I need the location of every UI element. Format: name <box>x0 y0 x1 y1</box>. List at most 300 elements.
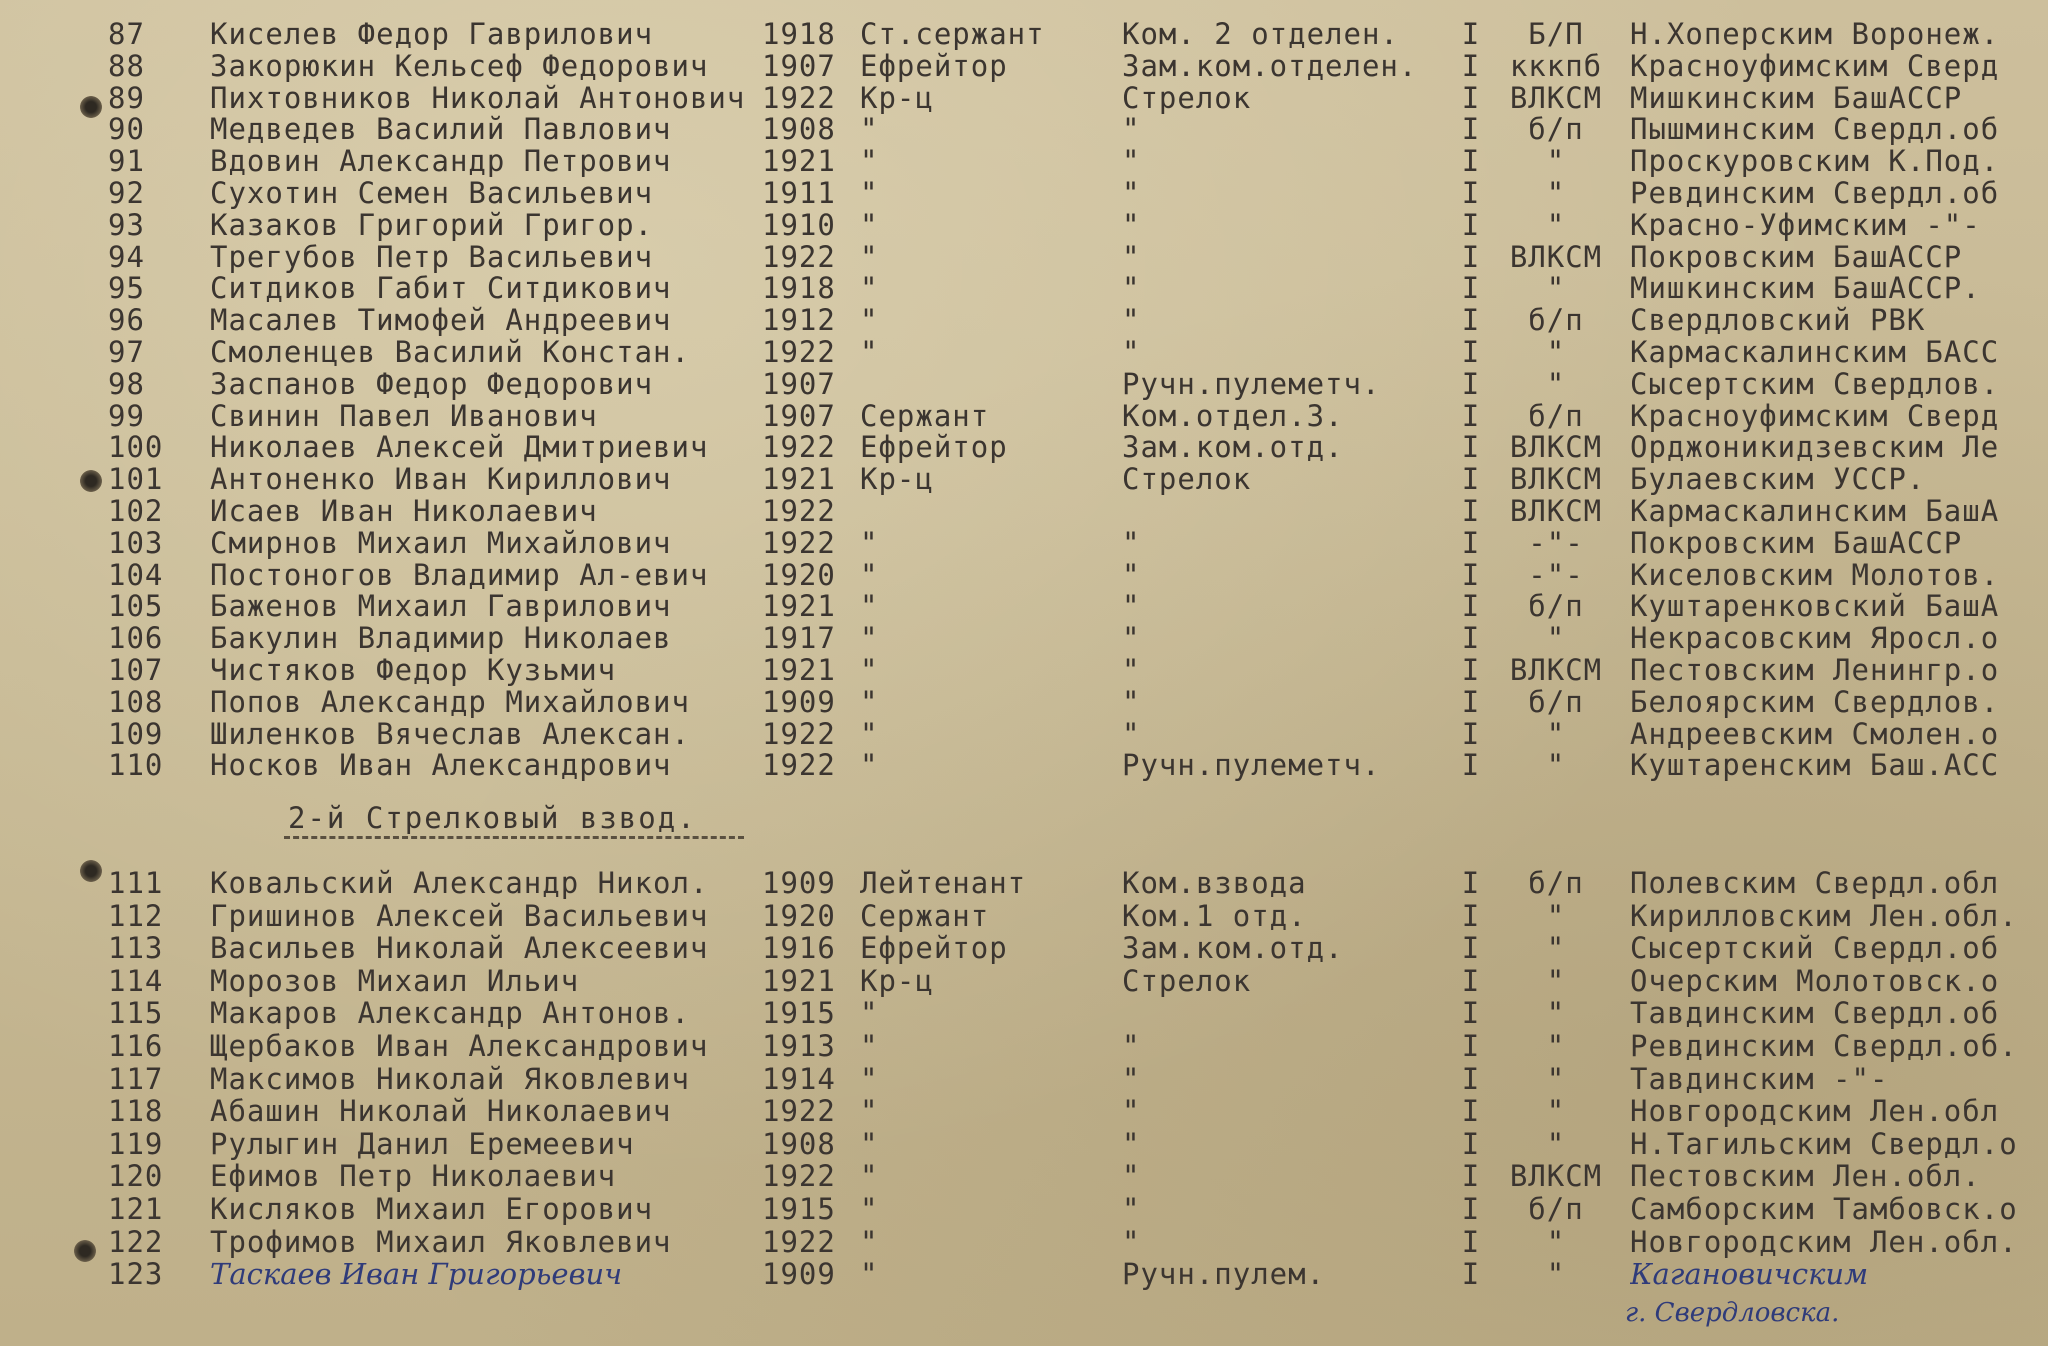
party-status: ВЛКСМ <box>1509 495 1603 527</box>
table-row <box>0 272 2048 304</box>
table-row <box>0 559 2048 591</box>
row-number: 90 <box>108 113 145 146</box>
party-status: б/п <box>1528 1193 1584 1225</box>
count-mark: I <box>1461 899 1481 932</box>
person-name: Ситдиков Габит Ситдикович <box>210 272 672 305</box>
table-row <box>0 18 2048 50</box>
count-mark: I <box>1461 1160 1481 1193</box>
table-row <box>0 241 2048 273</box>
count-mark: I <box>1461 1095 1481 1128</box>
position: " <box>1122 1160 1141 1193</box>
row-number: 87 <box>108 18 145 50</box>
row-number: 113 <box>108 932 164 965</box>
table-row <box>0 965 2048 997</box>
military-rank: " <box>860 208 879 241</box>
conscription-address: Новгородским Лен.обл. <box>1630 1225 2018 1258</box>
row-number: 104 <box>108 558 164 591</box>
conscription-address: Красноуфимским Сверд <box>1630 399 2000 432</box>
table-row <box>0 113 2048 145</box>
count-mark: I <box>1461 431 1481 464</box>
count-mark: I <box>1461 964 1481 997</box>
count-mark: I <box>1461 304 1481 337</box>
birth-year: 1911 <box>762 177 836 209</box>
row-number: 120 <box>108 1160 164 1193</box>
birth-year: 1912 <box>762 304 836 337</box>
row-number: 121 <box>108 1193 164 1225</box>
table-row <box>0 932 2048 964</box>
count-mark: I <box>1461 1062 1481 1095</box>
birth-year: 1909 <box>762 685 836 718</box>
party-status: Б/П <box>1528 18 1584 50</box>
position: Зам.ком.отд. <box>1122 431 1344 464</box>
table-row <box>0 304 2048 336</box>
table-row <box>0 1030 2048 1062</box>
party-status: " <box>1546 177 1566 209</box>
section-heading: 2-й Стрелковый взвод. <box>288 801 697 835</box>
conscription-address: Кармаскалинским БашА <box>1630 495 2000 527</box>
conscription-address: Красноуфимским Сверд <box>1630 49 2000 82</box>
row-number: 96 <box>108 304 145 337</box>
birth-year: 1921 <box>762 654 836 686</box>
row-number: 95 <box>108 272 145 305</box>
count-mark: I <box>1461 495 1481 527</box>
person-name: Смирнов Михаил Михайлович <box>210 526 672 559</box>
person-name: Исаев Иван Николаевич <box>210 495 598 527</box>
count-mark: I <box>1461 1030 1481 1062</box>
count-mark: I <box>1461 145 1481 178</box>
position: Ком. 2 отделен. <box>1122 18 1399 50</box>
birth-year: 1907 <box>762 49 836 82</box>
birth-year: 1915 <box>762 1193 836 1225</box>
conscription-address: Очерским Молотовск.о <box>1630 964 2000 997</box>
person-name: Постоногов Владимир Ал-евич <box>210 558 709 591</box>
person-name: Максимов Николай Яковлевич <box>210 1062 690 1095</box>
person-name: Смоленцев Василий Констан. <box>210 336 690 368</box>
count-mark: I <box>1461 717 1481 750</box>
person-name: Морозов Михаил Ильич <box>210 964 580 997</box>
birth-year: 1922 <box>762 495 836 527</box>
table-row <box>0 686 2048 718</box>
person-name: Гришинов Алексей Васильевич <box>210 899 709 932</box>
table-row <box>0 463 2048 495</box>
person-name: Трегубов Петр Васильевич <box>210 240 654 273</box>
person-name: Таскаев Иван Григорьевич <box>210 1258 623 1291</box>
position: " <box>1122 177 1141 209</box>
birth-year: 1907 <box>762 399 836 432</box>
conscription-address: Мишкинским БашАССР <box>1630 81 1963 114</box>
conscription-address: Орджоникидзевским Ле <box>1630 431 2000 464</box>
birth-year: 1921 <box>762 145 836 178</box>
count-mark: I <box>1461 49 1481 82</box>
table-row <box>0 145 2048 177</box>
conscription-address: Куштаренковский БашА <box>1630 590 2000 623</box>
table-row <box>0 336 2048 368</box>
military-rank: " <box>860 1095 879 1128</box>
birth-year: 1922 <box>762 526 836 559</box>
party-status: " <box>1546 622 1566 655</box>
military-rank: " <box>860 717 879 750</box>
table-row <box>0 177 2048 209</box>
table-row <box>0 718 2048 750</box>
person-name: Закорюкин Кельсеф Федорович <box>210 49 709 82</box>
position: " <box>1122 1193 1141 1225</box>
position: " <box>1122 558 1141 591</box>
person-name: Сухотин Семен Васильевич <box>210 177 654 209</box>
row-number: 123 <box>108 1258 164 1291</box>
party-status: " <box>1546 367 1566 400</box>
row-number: 97 <box>108 336 145 368</box>
military-rank: " <box>860 997 879 1030</box>
person-name: Бакулин Владимир Николаев <box>210 622 672 655</box>
party-status: ВЛКСМ <box>1509 240 1603 273</box>
birth-year: 1914 <box>762 1062 836 1095</box>
row-number: 89 <box>108 81 145 114</box>
row-number: 103 <box>108 526 164 559</box>
conscription-address: Самборским Тамбовск.о <box>1630 1193 2018 1225</box>
military-rank: " <box>860 336 879 368</box>
military-rank: " <box>860 177 879 209</box>
conscription-address: Кагановичским <box>1630 1258 1869 1291</box>
count-mark: I <box>1461 590 1481 623</box>
person-name: Антоненко Иван Кириллович <box>210 463 672 496</box>
person-name: Попов Александр Михайлович <box>210 685 690 718</box>
table-row <box>0 749 2048 781</box>
position: Ручн.пулем. <box>1122 1258 1326 1291</box>
party-status: -"- <box>1528 526 1584 559</box>
person-name: Свинин Павел Иванович <box>210 399 598 432</box>
conscription-address: Проскуровским К.Под. <box>1630 145 2000 178</box>
row-number: 92 <box>108 177 145 209</box>
address-continuation: г. Свердловска. <box>1625 1298 1840 1328</box>
count-mark: I <box>1461 18 1481 50</box>
person-name: Киселев Федор Гаврилович <box>210 18 654 50</box>
position: " <box>1122 526 1141 559</box>
conscription-address: Красно-Уфимским -"- <box>1630 208 1981 241</box>
row-number: 102 <box>108 495 164 527</box>
row-number: 107 <box>108 654 164 686</box>
table-row <box>0 368 2048 400</box>
count-mark: I <box>1461 558 1481 591</box>
conscription-address: Кармаскалинским БАСС <box>1630 336 2000 368</box>
party-status: " <box>1546 1225 1566 1258</box>
party-status: " <box>1546 272 1566 305</box>
table-row <box>0 82 2048 114</box>
count-mark: I <box>1461 177 1481 209</box>
table-row <box>0 1258 2048 1290</box>
table-row <box>0 590 2048 622</box>
birth-year: 1921 <box>762 463 836 496</box>
count-mark: I <box>1461 867 1481 899</box>
person-name: Чистяков Федор Кузьмич <box>210 654 617 686</box>
row-number: 88 <box>108 49 145 82</box>
row-number: 114 <box>108 964 164 997</box>
conscription-address: Мишкинским БашАССР. <box>1630 272 1981 305</box>
conscription-address: Киселовским Молотов. <box>1630 558 2000 591</box>
position: Стрелок <box>1122 81 1252 114</box>
military-rank: " <box>860 685 879 718</box>
military-rank: " <box>860 304 879 337</box>
count-mark: I <box>1461 272 1481 305</box>
row-number: 122 <box>108 1225 164 1258</box>
row-number: 105 <box>108 590 164 623</box>
position: Ручн.пулеметч. <box>1122 367 1381 400</box>
military-rank: " <box>860 1225 879 1258</box>
table-row <box>0 431 2048 463</box>
military-rank: " <box>860 1030 879 1062</box>
military-rank: Сержант <box>860 399 990 432</box>
conscription-address: Некрасовским Яросл.о <box>1630 622 2000 655</box>
position: Зам.ком.отделен. <box>1122 49 1418 82</box>
position: " <box>1122 1225 1141 1258</box>
military-rank: Кр-ц <box>860 964 934 997</box>
military-rank: " <box>860 558 879 591</box>
conscription-address: Тавдинским Свердл.об <box>1630 997 2000 1030</box>
count-mark: I <box>1461 240 1481 273</box>
party-status: " <box>1546 1062 1566 1095</box>
table-row <box>0 900 2048 932</box>
row-number: 94 <box>108 240 145 273</box>
military-rank: " <box>860 113 879 146</box>
row-number: 109 <box>108 717 164 750</box>
count-mark: I <box>1461 208 1481 241</box>
person-name: Казаков Григорий Григор. <box>210 208 654 241</box>
row-number: 98 <box>108 367 145 400</box>
birth-year: 1922 <box>762 1095 836 1128</box>
military-rank: " <box>860 1062 879 1095</box>
party-status: б/п <box>1528 685 1584 718</box>
conscription-address: Куштаренским Баш.АСС <box>1630 749 2000 782</box>
birth-year: 1922 <box>762 81 836 114</box>
table-row <box>0 1128 2048 1160</box>
person-name: Рулыгин Данил Еремеевич <box>210 1127 635 1160</box>
table-row <box>0 495 2048 527</box>
row-number: 100 <box>108 431 164 464</box>
birth-year: 1917 <box>762 622 836 655</box>
person-name: Ковальский Александр Никол. <box>210 867 709 899</box>
birth-year: 1922 <box>762 749 836 782</box>
birth-year: 1922 <box>762 240 836 273</box>
conscription-address: Н.Тагильским Свердл.о <box>1630 1127 2018 1160</box>
party-status: -"- <box>1528 558 1584 591</box>
military-rank: " <box>860 654 879 686</box>
position: Ком.отдел.3. <box>1122 399 1344 432</box>
military-rank: " <box>860 749 879 782</box>
birth-year: 1915 <box>762 997 836 1030</box>
military-rank: " <box>860 1127 879 1160</box>
military-rank: Ефрейтор <box>860 49 1008 82</box>
table-row <box>0 400 2048 432</box>
conscription-address: Кирилловским Лен.обл. <box>1630 899 2018 932</box>
birth-year: 1922 <box>762 1225 836 1258</box>
position: Зам.ком.отд. <box>1122 932 1344 965</box>
count-mark: I <box>1461 932 1481 965</box>
row-number: 110 <box>108 749 164 782</box>
position: " <box>1122 1095 1141 1128</box>
military-rank: Ефрейтор <box>860 431 1008 464</box>
row-number: 118 <box>108 1095 164 1128</box>
military-rank: " <box>860 590 879 623</box>
count-mark: I <box>1461 1193 1481 1225</box>
section-underline <box>284 836 744 839</box>
birth-year: 1922 <box>762 1160 836 1193</box>
table-row <box>0 527 2048 559</box>
position: Стрелок <box>1122 463 1252 496</box>
party-status: б/п <box>1528 867 1584 899</box>
conscription-address: Свердловский РВК <box>1630 304 1926 337</box>
position: Ком.взвода <box>1122 867 1307 899</box>
person-name: Пихтовников Николай Антонович <box>210 81 746 114</box>
row-number: 101 <box>108 463 164 496</box>
birth-year: 1920 <box>762 558 836 591</box>
party-status: " <box>1546 208 1566 241</box>
person-name: Абашин Николай Николаевич <box>210 1095 672 1128</box>
party-status: б/п <box>1528 399 1584 432</box>
person-name: Масалев Тимофей Андреевич <box>210 304 672 337</box>
person-name: Медведев Василий Павлович <box>210 113 672 146</box>
party-status: " <box>1546 717 1566 750</box>
party-status: " <box>1546 1030 1566 1062</box>
position: " <box>1122 1062 1141 1095</box>
conscription-address: Пестовским Ленингр.о <box>1630 654 2000 686</box>
position: Стрелок <box>1122 964 1252 997</box>
count-mark: I <box>1461 1225 1481 1258</box>
birth-year: 1909 <box>762 867 836 899</box>
table-row <box>0 867 2048 899</box>
conscription-address: Покровским БашАССР <box>1630 240 1963 273</box>
row-number: 108 <box>108 685 164 718</box>
count-mark: I <box>1461 399 1481 432</box>
table-row <box>0 1160 2048 1192</box>
conscription-address: Булаевским УССР. <box>1630 463 1926 496</box>
birth-year: 1922 <box>762 431 836 464</box>
party-status: ВЛКСМ <box>1509 463 1603 496</box>
count-mark: I <box>1461 1127 1481 1160</box>
conscription-address: Пышминским Свердл.об <box>1630 113 2000 146</box>
party-status: ВЛКСМ <box>1509 654 1603 686</box>
position: " <box>1122 208 1141 241</box>
count-mark: I <box>1461 654 1481 686</box>
person-name: Вдовин Александр Петрович <box>210 145 672 178</box>
party-status: " <box>1546 1127 1566 1160</box>
row-number: 116 <box>108 1030 164 1062</box>
position: Ручн.пулеметч. <box>1122 749 1381 782</box>
birth-year: 1908 <box>762 1127 836 1160</box>
count-mark: I <box>1461 685 1481 718</box>
birth-year: 1922 <box>762 717 836 750</box>
person-name: Щербаков Иван Александрович <box>210 1030 709 1062</box>
birth-year: 1907 <box>762 367 836 400</box>
position: " <box>1122 272 1141 305</box>
person-name: Кисляков Михаил Егорович <box>210 1193 654 1225</box>
military-rank: Лейтенант <box>860 867 1027 899</box>
military-rank: " <box>860 145 879 178</box>
person-name: Баженов Михаил Гаврилович <box>210 590 672 623</box>
count-mark: I <box>1461 113 1481 146</box>
table-row <box>0 50 2048 82</box>
conscription-address: Полевским Свердл.обл <box>1630 867 2000 899</box>
row-number: 115 <box>108 997 164 1030</box>
person-name: Трофимов Михаил Яковлевич <box>210 1225 672 1258</box>
party-status: " <box>1546 899 1566 932</box>
conscription-address: Покровским БашАССР <box>1630 526 1963 559</box>
party-status: " <box>1546 932 1566 965</box>
count-mark: I <box>1461 1258 1481 1291</box>
person-name: Ефимов Петр Николаевич <box>210 1160 617 1193</box>
person-name: Шиленков Вячеслав Алексан. <box>210 717 690 750</box>
party-status: б/п <box>1528 113 1584 146</box>
count-mark: I <box>1461 526 1481 559</box>
position: " <box>1122 717 1141 750</box>
military-rank: " <box>860 622 879 655</box>
military-rank: Сержант <box>860 899 990 932</box>
conscription-address: Пестовским Лен.обл. <box>1630 1160 1981 1193</box>
position: " <box>1122 685 1141 718</box>
position: " <box>1122 304 1141 337</box>
birth-year: 1910 <box>762 208 836 241</box>
party-status: б/п <box>1528 304 1584 337</box>
row-number: 93 <box>108 208 145 241</box>
military-rank: Кр-ц <box>860 81 934 114</box>
birth-year: 1909 <box>762 1258 836 1291</box>
position: " <box>1122 113 1141 146</box>
table-row <box>0 622 2048 654</box>
person-name: Заспанов Федор Федорович <box>210 367 654 400</box>
count-mark: I <box>1461 81 1481 114</box>
birth-year: 1916 <box>762 932 836 965</box>
count-mark: I <box>1461 749 1481 782</box>
table-row <box>0 1193 2048 1225</box>
row-number: 99 <box>108 399 145 432</box>
position: " <box>1122 654 1141 686</box>
birth-year: 1922 <box>762 336 836 368</box>
military-rank: " <box>860 526 879 559</box>
military-rank: Кр-ц <box>860 463 934 496</box>
person-name: Макаров Александр Антонов. <box>210 997 690 1030</box>
count-mark: I <box>1461 367 1481 400</box>
military-rank: Ефрейтор <box>860 932 1008 965</box>
row-number: 119 <box>108 1127 164 1160</box>
table-row <box>0 209 2048 241</box>
military-rank: " <box>860 1193 879 1225</box>
party-status: " <box>1546 336 1566 368</box>
birth-year: 1921 <box>762 964 836 997</box>
party-status: кккпб <box>1509 49 1603 82</box>
military-rank: " <box>860 272 879 305</box>
conscription-address: Сысертским Свердлов. <box>1630 367 2000 400</box>
birth-year: 1920 <box>762 899 836 932</box>
position: " <box>1122 622 1141 655</box>
conscription-address: Белоярским Свердлов. <box>1630 685 2000 718</box>
military-rank: " <box>860 1160 879 1193</box>
party-status: ВЛКСМ <box>1509 431 1603 464</box>
party-status: б/п <box>1528 590 1584 623</box>
position: " <box>1122 1030 1141 1062</box>
birth-year: 1921 <box>762 590 836 623</box>
conscription-address: Н.Хоперским Воронеж. <box>1630 18 2000 50</box>
table-row <box>0 997 2048 1029</box>
row-number: 106 <box>108 622 164 655</box>
position: " <box>1122 240 1141 273</box>
birth-year: 1908 <box>762 113 836 146</box>
count-mark: I <box>1461 997 1481 1030</box>
party-status: " <box>1546 1258 1566 1291</box>
conscription-address: Тавдинским -"- <box>1630 1062 1889 1095</box>
count-mark: I <box>1461 336 1481 368</box>
party-status: ВЛКСМ <box>1509 1160 1603 1193</box>
count-mark: I <box>1461 622 1481 655</box>
birth-year: 1918 <box>762 18 836 50</box>
military-rank: Ст.сержант <box>860 18 1045 50</box>
